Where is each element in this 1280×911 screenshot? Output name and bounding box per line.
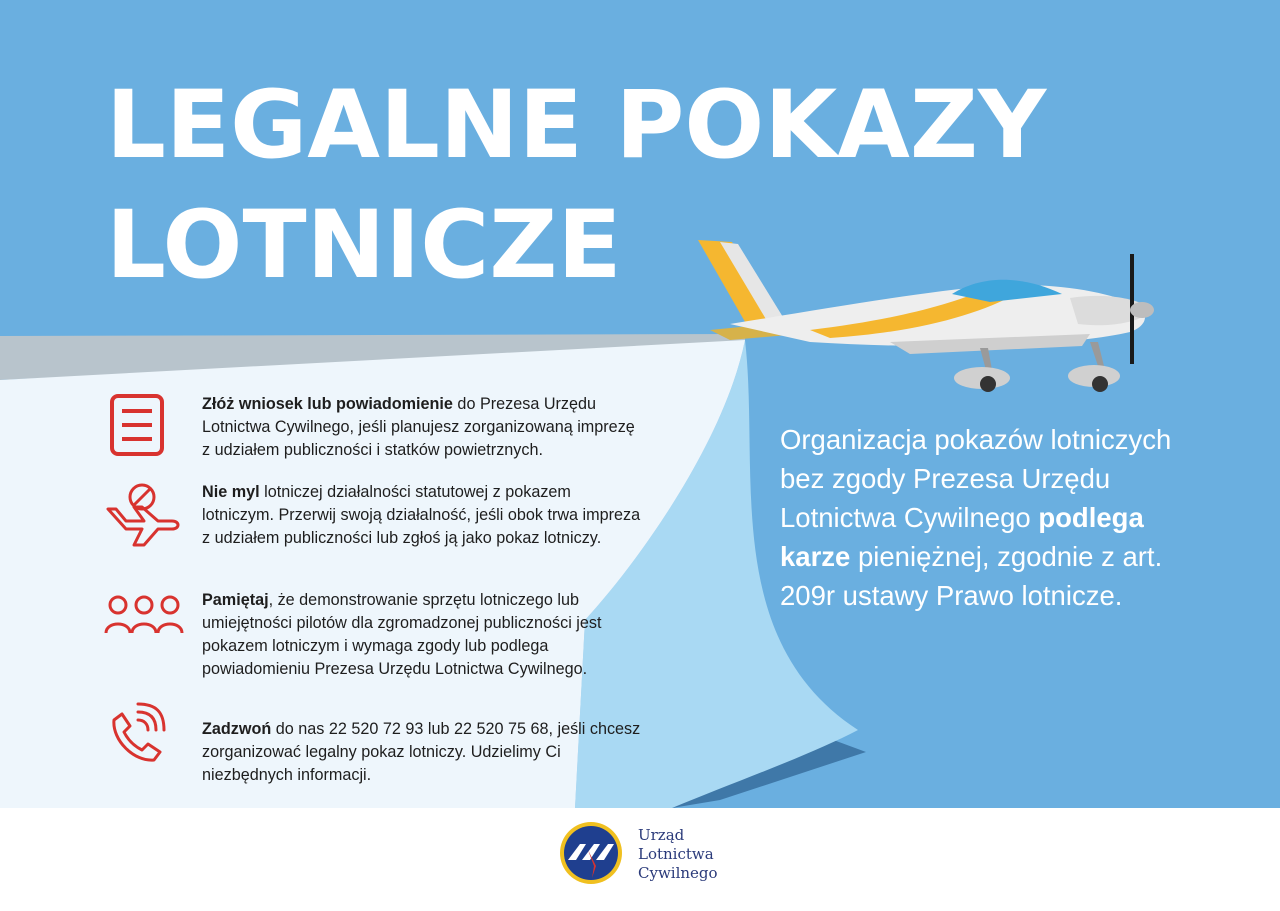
info-text-rest: lotniczej działalności statutowej z pokazem lotniczym. Przerwij swoją działalność, jeśli obok trwa impreza z udziałem publiczności lub zgłoś ją jako pokaz lotniczy. — [202, 483, 641, 547]
info-text — [202, 481, 642, 550]
logo-line-3: Cywilnego — [638, 864, 718, 882]
plane-wheel-left — [980, 376, 996, 392]
person-head — [110, 597, 126, 613]
logo-line-1: Urząd — [638, 826, 685, 844]
plane-spinner — [1130, 302, 1154, 318]
ulc-name — [638, 826, 718, 883]
info-text — [202, 393, 642, 462]
info-text-bold: Pamiętaj — [202, 591, 269, 609]
info-text — [202, 718, 642, 787]
phone-signal-wave — [138, 720, 148, 730]
phone-icon — [104, 702, 168, 764]
warning-text-after: pieniężnej, zgodnie z art. 209r ustawy Prawo lotnicze. — [780, 541, 1163, 611]
plane-gear-right — [1090, 342, 1104, 366]
info-text-bold: Nie myl — [202, 483, 260, 501]
ulc-emblem-icon — [558, 820, 624, 886]
title-line-2: LOTNICZE — [106, 191, 622, 300]
prohibited-slash — [134, 489, 150, 505]
person-head — [162, 597, 178, 613]
plane-outline — [108, 507, 178, 545]
person-body — [158, 624, 182, 633]
info-text-bold: Zadzwoń — [202, 720, 272, 738]
person-body — [106, 624, 130, 633]
page-title — [106, 66, 1046, 306]
person-head — [136, 597, 152, 613]
info-text — [202, 589, 642, 681]
title-line-1: LEGALNE POKAZY — [106, 71, 1047, 180]
document-icon — [104, 393, 174, 457]
info-text-rest: do Prezesa Urzędu Lotnictwa Cywilnego, jeśli planujesz zorganizowaną imprezę z udziałem publiczności i statków powietrznych. — [202, 395, 635, 459]
people-icon — [104, 593, 184, 639]
penalty-warning — [780, 420, 1200, 615]
logo-line-2: Lotnictwa — [638, 845, 714, 863]
warning-text-bold: podlega karze — [780, 502, 1144, 572]
info-text-bold: Złóż wniosek lub powiadomienie — [202, 395, 453, 413]
plane-gear-left — [980, 348, 992, 370]
plane-wheel-right — [1092, 376, 1108, 392]
no-plane-icon — [104, 481, 184, 551]
info-text-rest: do nas 22 520 72 93 lub 22 520 75 68, jeśli chcesz zorganizować legalny pokaz lotniczy. Udzielimy Ci niezbędnych informacji. — [202, 720, 641, 784]
person-body — [132, 624, 156, 633]
info-text-rest: , że demonstrowanie sprzętu lotniczego lub umiejętności pilotów dla zgromadzonej publiczności jest pokazem lotniczym i wymaga zgody lub podlega powiadomieniu Prezesa Urzędu Lotnictwa Cywilnego. — [202, 591, 602, 678]
warning-text-before: Organizacja pokazów lotniczych bez zgody Prezesa Urzędu Lotnictwa Cywilnego — [780, 424, 1172, 533]
ulc-logo — [558, 820, 748, 890]
